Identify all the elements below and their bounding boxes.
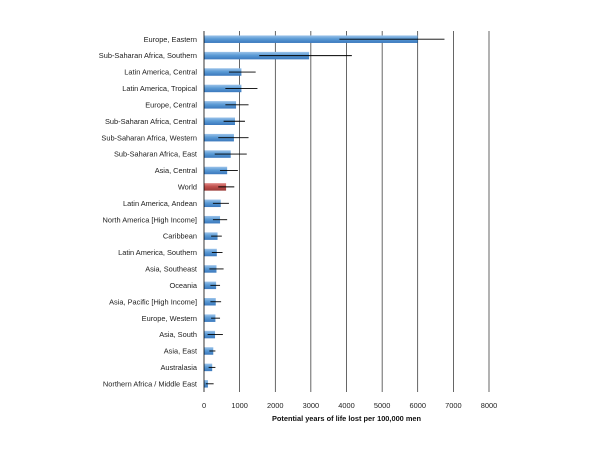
category-label-asia-central: Asia, Central: [154, 166, 197, 176]
category-label-latin-america-southern: Latin America, Southern: [118, 248, 197, 258]
category-label-europe-western: Europe, Western: [141, 313, 197, 323]
category-label-asia-pacific-high-income: Asia, Pacific [High Income]: [109, 297, 197, 307]
category-labels: [99, 35, 198, 389]
category-label-asia-south: Asia, South: [159, 330, 197, 340]
x-tick-label-5000: 5000: [373, 401, 391, 410]
error-bars: [206, 39, 445, 384]
x-tick-label-2000: 2000: [267, 401, 284, 410]
category-label-sub-saharan-africa-southern: Sub-Saharan Africa, Southern: [98, 51, 197, 61]
category-label-oceania: Oceania: [169, 280, 197, 290]
x-tick-label-1000: 1000: [231, 401, 248, 410]
category-label-australasia: Australasia: [160, 362, 197, 372]
x-tick-label-0: 0: [201, 401, 207, 410]
category-label-sub-saharan-africa-central: Sub-Saharan Africa, Central: [104, 116, 197, 126]
x-tick-label-7000: 7000: [445, 401, 462, 410]
gridlines: [240, 31, 489, 392]
category-label-latin-america-central: Latin America, Central: [124, 67, 197, 77]
x-tick-label-4000: 4000: [338, 401, 355, 410]
category-label-asia-east: Asia, East: [163, 346, 197, 356]
x-axis-title: Potential years of life lost per 100,000 men: [271, 414, 422, 423]
x-tick-label-6000: 6000: [409, 401, 426, 410]
category-label-sub-saharan-africa-western: Sub-Saharan Africa, Western: [101, 133, 197, 143]
category-label-sub-saharan-africa-east: Sub-Saharan Africa, East: [114, 149, 197, 159]
category-label-world: World: [177, 182, 197, 192]
category-label-europe-eastern: Europe, Eastern: [143, 34, 197, 44]
category-label-latin-america-tropical: Latin America, Tropical: [122, 84, 197, 94]
category-label-north-america-high-income: North America [High Income]: [102, 215, 197, 225]
x-tick-label-3000: 3000: [302, 401, 320, 410]
category-label-asia-southeast: Asia, Southeast: [145, 264, 197, 274]
category-label-latin-america-andean: Latin America, Andean: [123, 198, 197, 208]
x-tick-label-8000: 8000: [480, 401, 498, 410]
x-tick-labels: [202, 401, 497, 410]
category-label-northern-africa-middle-east: Northern Africa / Middle East: [102, 379, 197, 389]
category-label-caribbean: Caribbean: [162, 231, 197, 241]
category-label-europe-central: Europe, Central: [145, 100, 197, 110]
